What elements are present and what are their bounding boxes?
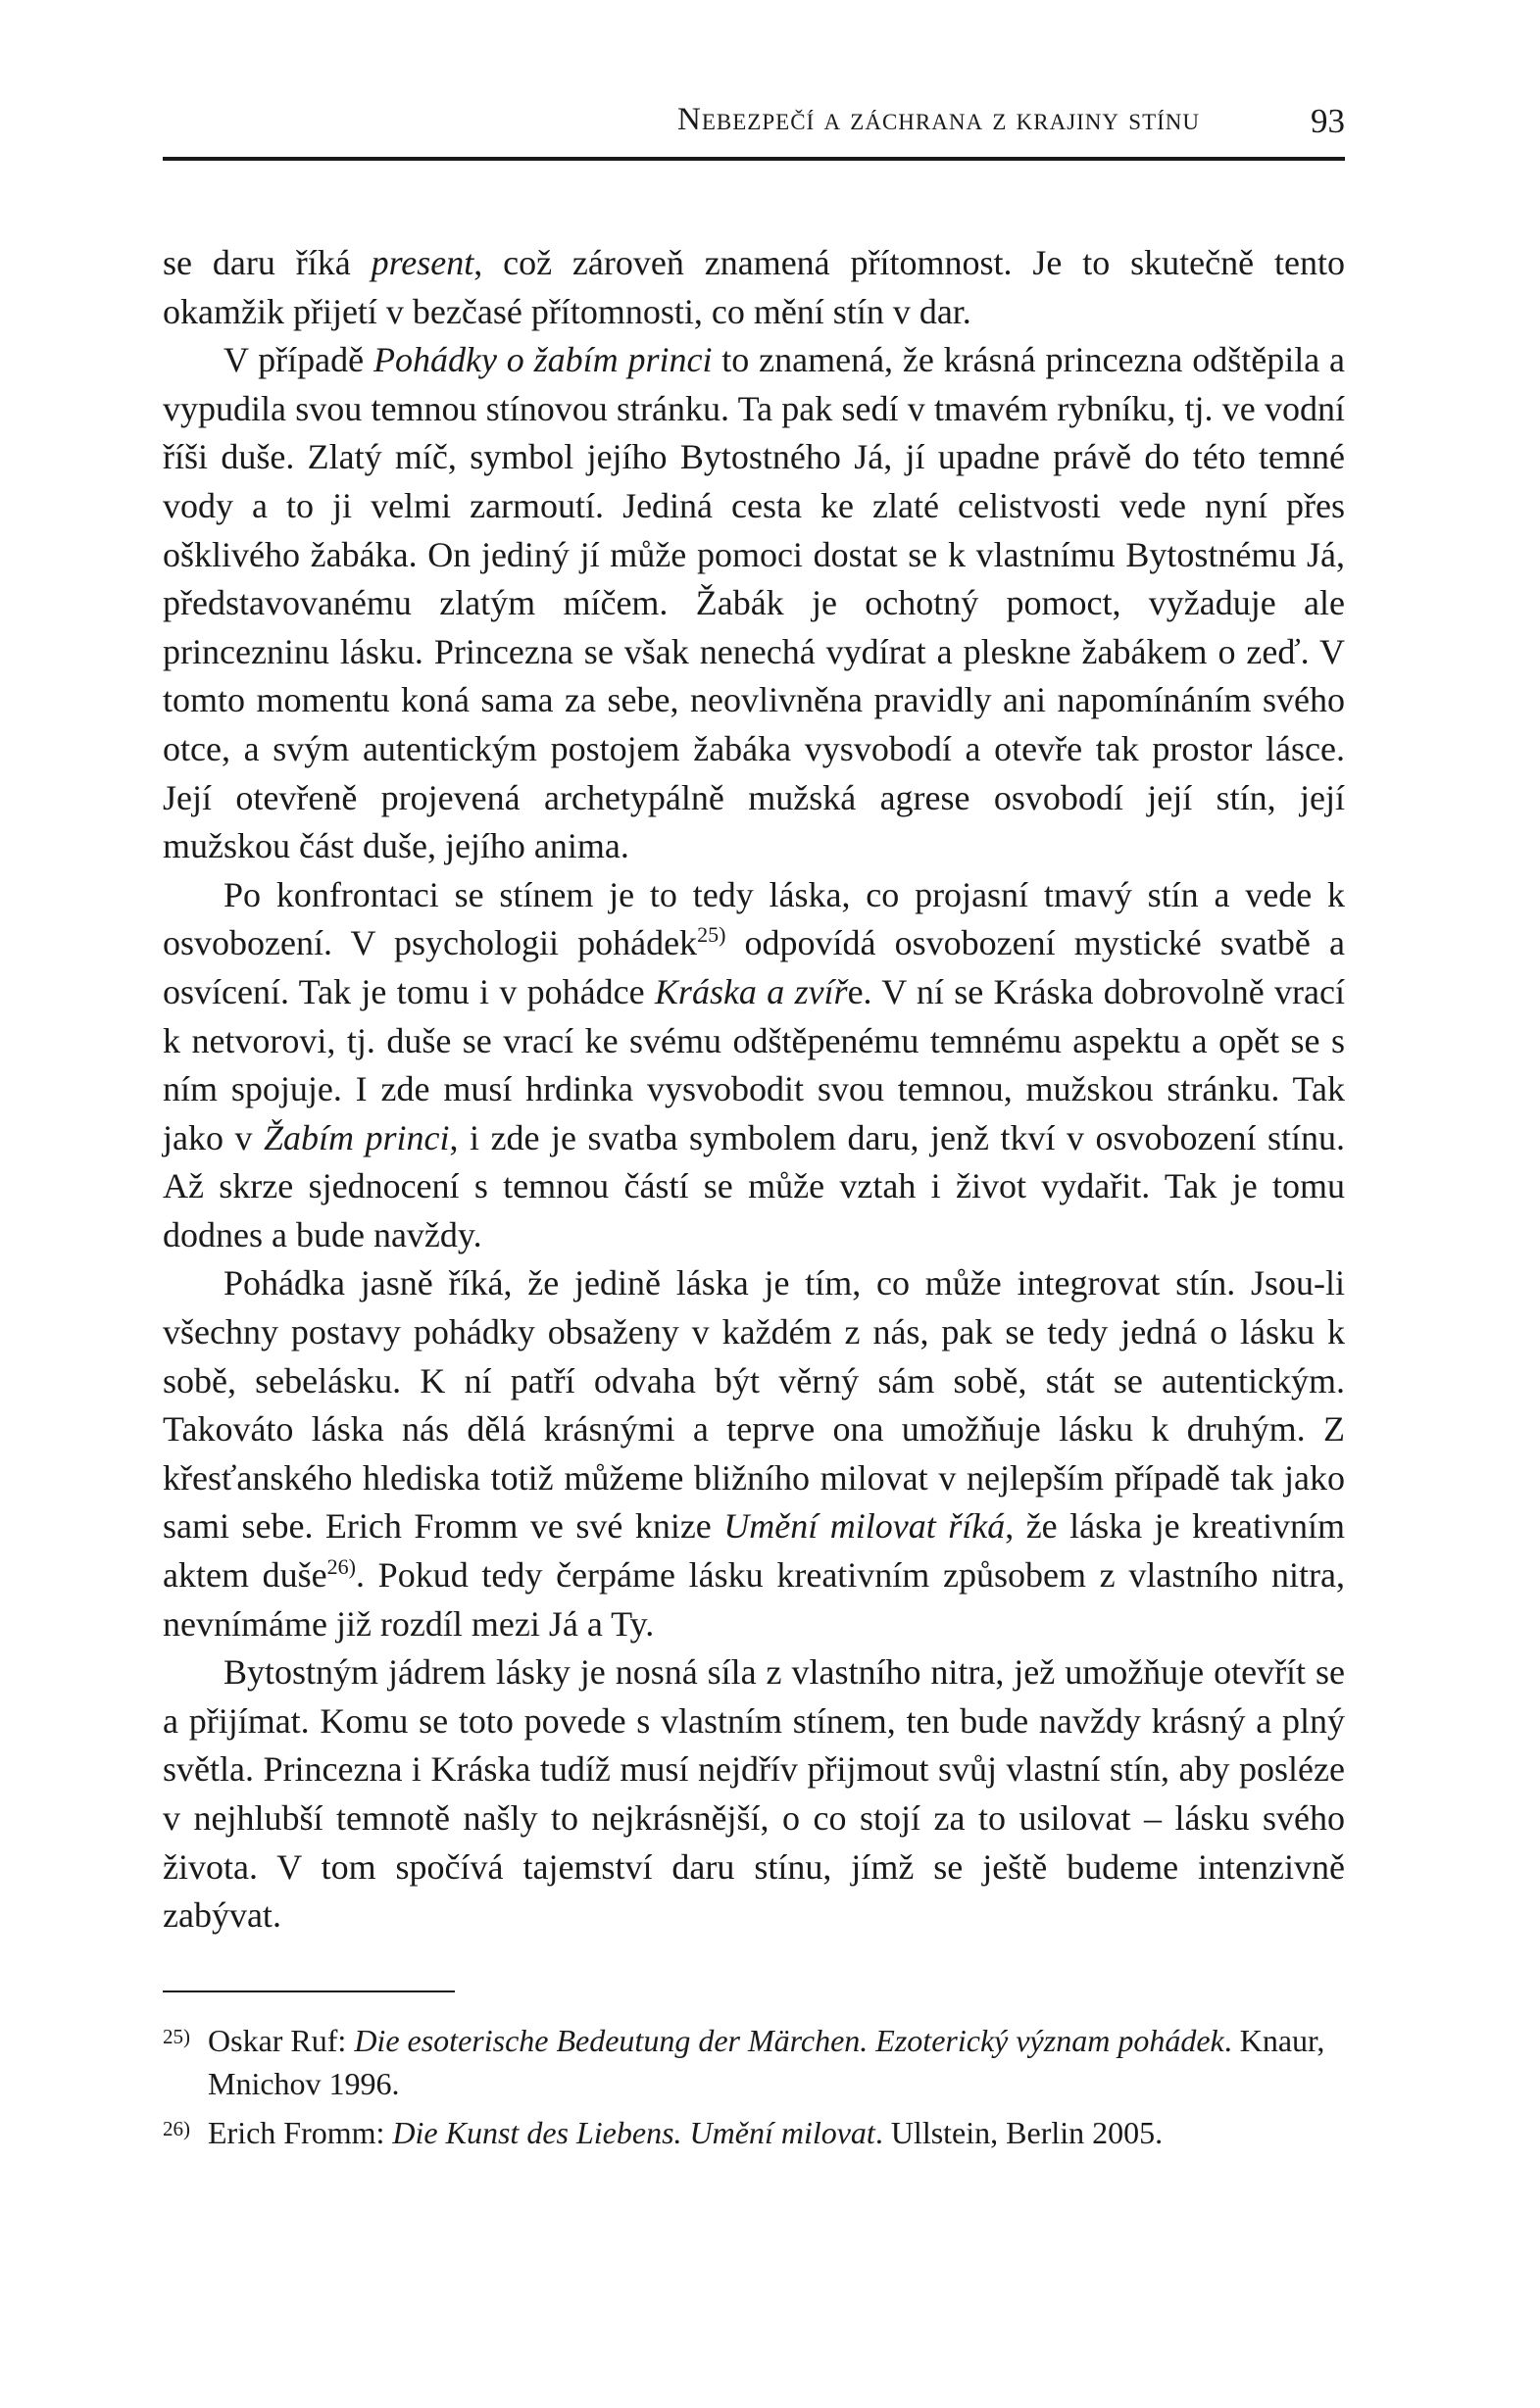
footnote-reference-25[interactable]: 25) [697, 922, 726, 948]
paragraph-1: se daru říká present, což zároveň znamená přítomnost. Je to skutečně tento okamžik přijetí v bezčasé přítomnosti, co mění stín v dar. [163, 243, 1345, 331]
footnote-number: 26) [163, 2117, 190, 2140]
italic-title: Kráska a zvíř [654, 971, 848, 1011]
paragraph-5: Bytostným jádrem lásky je nosná síla z vlastního nitra, jež umožňuje otevřít se a přijímat. Komu se toto povede s vlastním stínem, ten bude navždy krásný a plný světla. Princezna i Kráska tudíž musí nejdřív přijmout svůj vlastní stín, aby posléze v nejhlubší temnotě našly to nejkrásnější, o co stojí za to usilovat – lásku svého života. V tom spočívá tajemství daru stínu, jímž se ještě budeme intenzivně zabývat. [163, 1652, 1345, 1936]
paragraph-3: Po konfrontaci se stínem je to tedy láska, co projasní tmavý stín a vede k osvobození. V psychologii pohádek$^{25)}$ odpovídá osvobození mystické svatbě a osvícení. Tak je tomu i v pohádce Kráska a zvíře. V ní se Kráska dobrovolně vrací k netvorovi, tj. duše se vrací ke svému odštěpenému temnému aspektu a opět se s ním spojuje. I zde musí hrdinka vysvobodit svou temnou, mužskou stránku. Tak jako v Žabím princi, i zde je svatba symbolem daru, jenž tkví v osvobození stínu. Až skrze sjednocení s temnou částí se může vztah i život vydařit. Tak je tomu dodnes a bude navždy. [163, 874, 1346, 1254]
page-header [163, 102, 1345, 161]
footnote-26: 26) Erich Fromm: Die Kunst des Liebens. Umění milovat. Ullstein, Berlin 2005. [163, 2111, 1345, 2154]
paragraph-4: Pohádka jasně říká, že jedině láska je tím, co může integrovat stín. Jsou-li všechny postavy pohádky obsaženy v každém z nás, pak se tedy jedná o lásku k sobě, sebelásku. K ní patří odvaha být věrný sám sobě, stát se autentickým. Takováto láska nás dělá krásnými a teprve ona umožňuje lásku k druhým. Z křesťanského hlediska totiž můžeme bližního milovat v nejlepším případě tak jako sami sebe. Erich Fromm ve své knize Umění milovat říká, že láska je kreativním aktem duše$^{26)}$. Pokud tedy čerpáme lásku kreativním způsobem z vlastního nitra, nevnímáme již rozdíl mezi Já a Ty. [163, 1263, 1346, 1644]
paragraph-2: V případě Pohádky o žabím princi to znamená, že krásná princezna odštěpila a vypudila svou temnou stínovou stránku. Ta pak sedí v tmavém rybníku, tj. ve vodní říši duše. Zlatý míč, symbol jejího Bytostného Já, jí upadne právě do této temné vody a to ji velmi zarmoutí. Jediná cesta ke zlaté celistvosti vede nyní přes ošklivého žabáka. On jediný jí může pomoci dostat se k vlastnímu Bytostnému Já, představovanému zlatým míčem. Žabák je ochotný pomoct, vyžaduje ale princezninu lásku. Princezna se však nenechá vydírat a pleskne žabákem o zeď. V tomto momentu koná sama za sebe, neovlivněna pravidly ani napomínáním svého otce, a svým autentickým postojem žabáka vysvobodí a otevře tak prostor lásce. Její otevřeně projevená archetypálně mužská agrese osvobodí její stín, její mužskou část duše, jejího anima. [163, 340, 1346, 866]
italic-title: Pohádky o žabím princi [373, 340, 713, 380]
footnote-25: 25) Oskar Ruf: Die esoterische Bedeutung der Märchen. Ezoterický význam pohádek. Knaur, Mnichov 1996. [163, 2019, 1345, 2105]
footnote-divider [163, 1990, 455, 1992]
footnote-number: 25) [163, 2025, 190, 2048]
page-number: 93 [1311, 102, 1345, 140]
italic-title: Žabím princi [264, 1117, 450, 1157]
italic-title: Umění milovat říká [723, 1506, 1006, 1547]
italic-term: present [371, 243, 474, 282]
running-title: Nebezpečí a záchrana z krajiny stínu [677, 102, 1200, 137]
footnotes [163, 2019, 1345, 2160]
footnote-reference-26[interactable]: 26) [326, 1554, 356, 1580]
body-text [163, 239, 1345, 1941]
